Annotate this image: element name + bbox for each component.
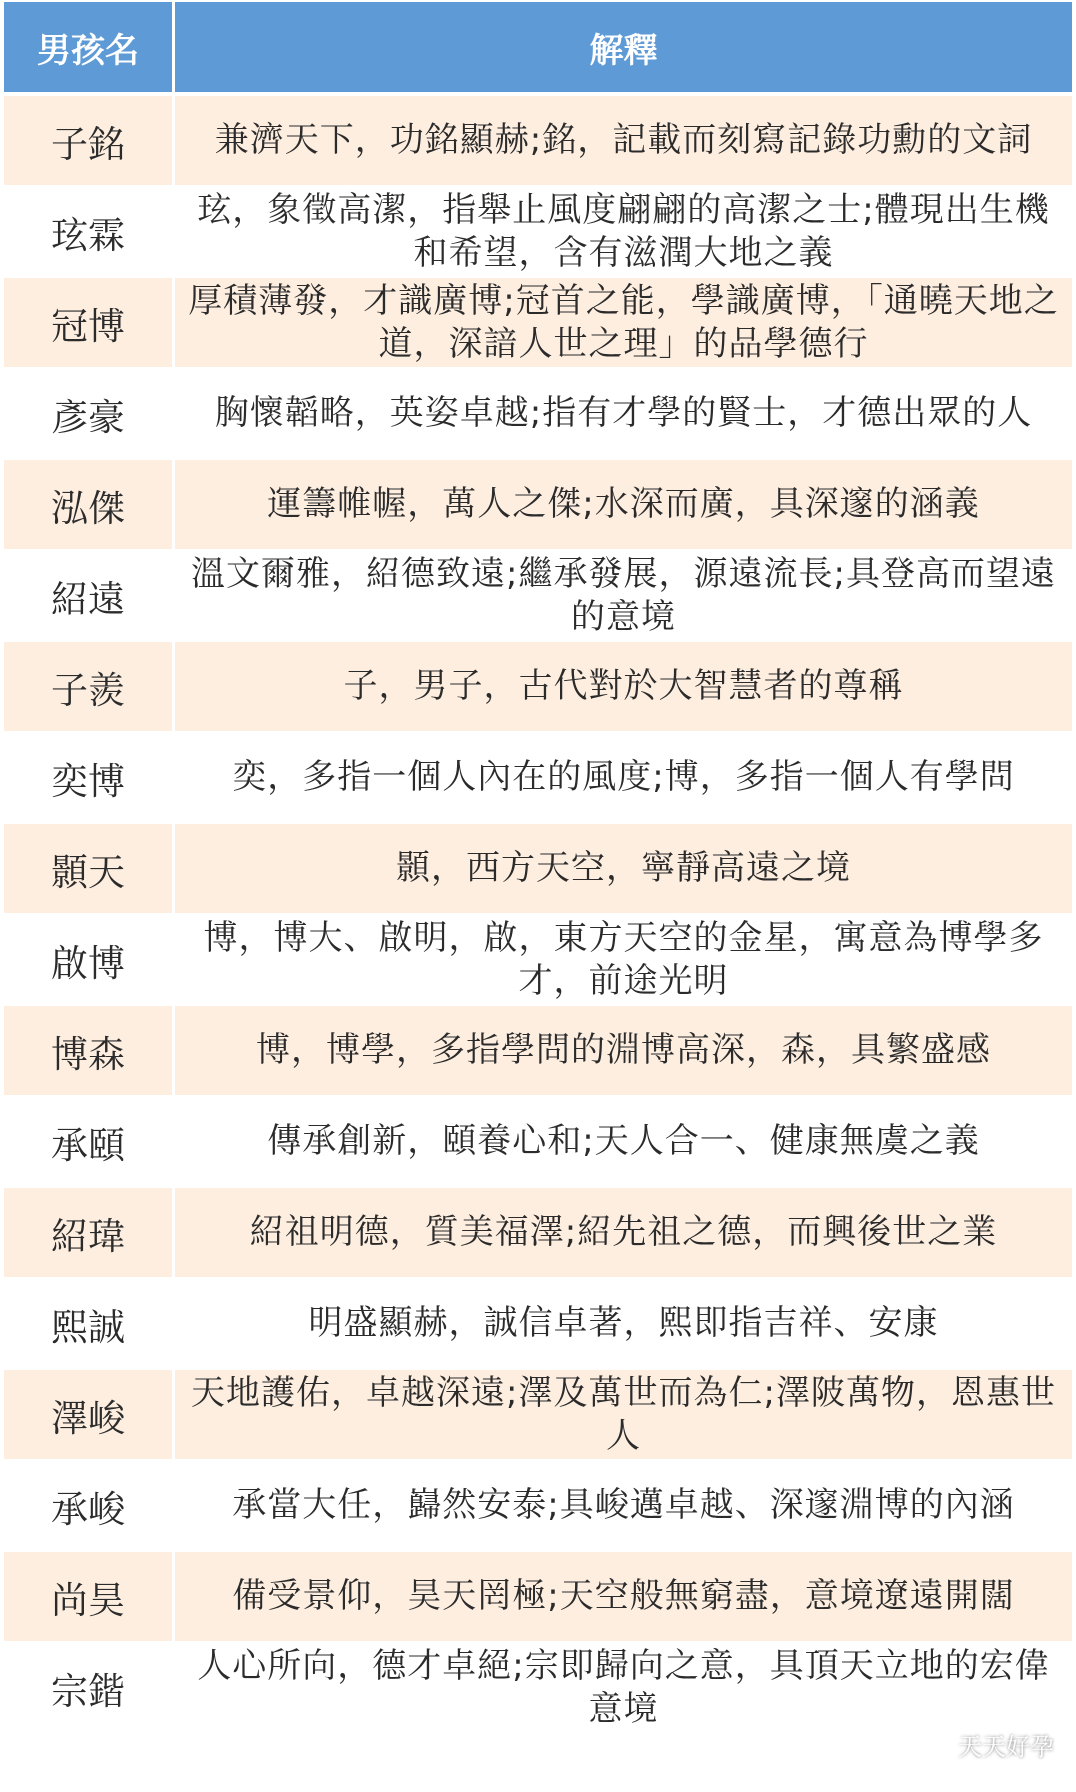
wechat-icon [916, 1732, 950, 1758]
table-row [4, 1279, 1072, 1368]
watermark [916, 1727, 1054, 1762]
table-row [4, 1370, 1072, 1459]
table-row [4, 96, 1072, 185]
name-cell: 子羨 [4, 642, 172, 731]
explanation-cell: 玹，象徵高潔，指舉止風度翩翩的高潔之士;體現出生機和希望，含有滋潤大地之義 [175, 187, 1072, 276]
table-row [4, 1643, 1072, 1732]
table-row [4, 824, 1072, 913]
name-cell: 承頤 [4, 1097, 172, 1186]
explanation-cell: 備受景仰，昊天罔極;天空般無窮盡，意境遼遠開闊 [175, 1552, 1072, 1641]
explanation-cell: 厚積薄發，才識廣博;冠首之能，學識廣博，「通曉天地之道，深諳人世之理」的品學德行 [175, 278, 1072, 367]
name-cell: 奕博 [4, 733, 172, 822]
name-cell: 冠博 [4, 278, 172, 367]
explanation-cell: 溫文爾雅，紹德致遠;繼承發展，源遠流長;具登高而望遠的意境 [175, 551, 1072, 640]
name-cell: 尚昊 [4, 1552, 172, 1641]
name-cell: 彥豪 [4, 369, 172, 458]
table-row [4, 1097, 1072, 1186]
name-cell: 紹遠 [4, 551, 172, 640]
name-cell: 泓傑 [4, 460, 172, 549]
name-cell: 顥天 [4, 824, 172, 913]
watermark-text: 天天好孕 [958, 1733, 1054, 1761]
name-cell: 子銘 [4, 96, 172, 185]
header-name: 男孩名 [4, 2, 172, 92]
header-explanation: 解釋 [175, 2, 1072, 92]
table-row [4, 460, 1072, 549]
table-row [4, 915, 1072, 1004]
explanation-cell: 傳承創新，頤養心和;天人合一、健康無虞之義 [175, 1097, 1072, 1186]
name-cell: 紹瑋 [4, 1188, 172, 1277]
explanation-cell: 博，博大、啟明，啟，東方天空的金星，寓意為博學多才，前途光明 [175, 915, 1072, 1004]
name-cell: 啟博 [4, 915, 172, 1004]
name-cell: 承峻 [4, 1461, 172, 1550]
table-row [4, 1188, 1072, 1277]
name-cell: 熙誠 [4, 1279, 172, 1368]
table-row [4, 1552, 1072, 1641]
table-row [4, 733, 1072, 822]
table-row [4, 1006, 1072, 1095]
explanation-cell: 天地護佑，卓越深遠;澤及萬世而為仁;澤陂萬物，恩惠世人 [175, 1370, 1072, 1459]
table-row [4, 187, 1072, 276]
table-row [4, 369, 1072, 458]
explanation-cell: 胸懷韜略，英姿卓越;指有才學的賢士，才德出眾的人 [175, 369, 1072, 458]
explanation-cell: 顥，西方天空，寧靜高遠之境 [175, 824, 1072, 913]
name-cell: 博森 [4, 1006, 172, 1095]
table-row [4, 551, 1072, 640]
explanation-cell: 奕，多指一個人內在的風度;博，多指一個人有學問 [175, 733, 1072, 822]
name-cell: 澤峻 [4, 1370, 172, 1459]
names-table [4, 2, 1072, 1790]
name-cell: 玹霖 [4, 187, 172, 276]
name-cell: 宗鍇 [4, 1643, 172, 1732]
explanation-cell: 子，男子，古代對於大智慧者的尊稱 [175, 642, 1072, 731]
table-header [4, 2, 1072, 92]
explanation-cell: 紹祖明德，質美福澤;紹先祖之德，而興後世之業 [175, 1188, 1072, 1277]
explanation-cell: 博，博學，多指學問的淵博高深，森，具繁盛感 [175, 1006, 1072, 1095]
explanation-cell: 承當大任，巋然安泰;具峻邁卓越、深邃淵博的內涵 [175, 1461, 1072, 1550]
table-row [4, 1461, 1072, 1550]
explanation-cell: 運籌帷幄，萬人之傑;水深而廣，具深邃的涵義 [175, 460, 1072, 549]
explanation-cell: 兼濟天下，功銘顯赫;銘，記載而刻寫記錄功勳的文詞 [175, 96, 1072, 185]
explanation-cell: 明盛顯赫，誠信卓著，熙即指吉祥、安康 [175, 1279, 1072, 1368]
table-row [4, 642, 1072, 731]
table-row [4, 278, 1072, 367]
explanation-cell: 人心所向，德才卓絕;宗即歸向之意，具頂天立地的宏偉意境 [175, 1643, 1072, 1732]
